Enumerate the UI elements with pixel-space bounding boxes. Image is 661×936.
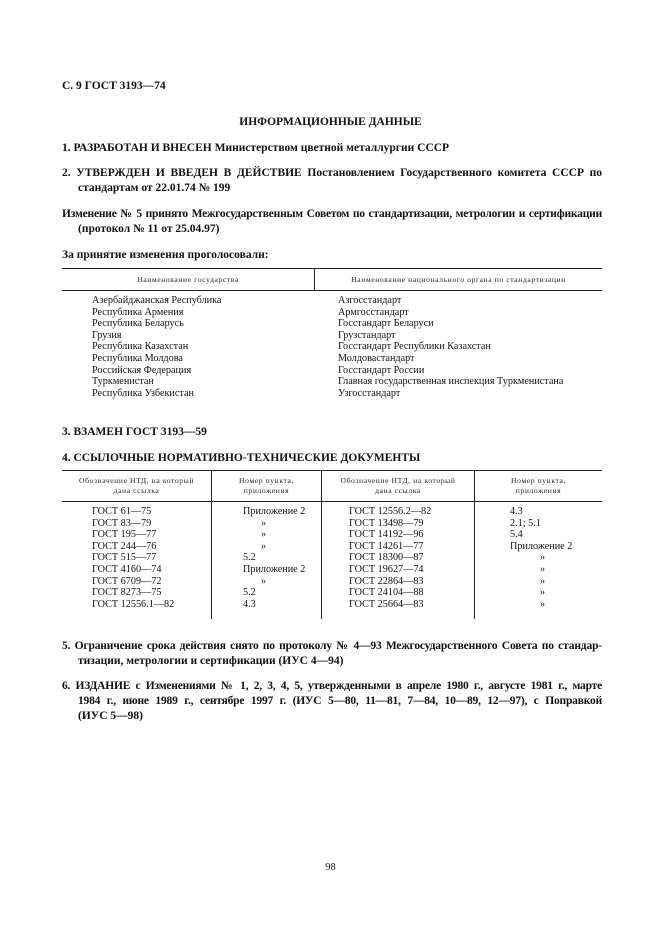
ref-header-item-line1: Номер пункта,: [238, 476, 294, 485]
ref-doc: ГОСТ 12556.1—82: [92, 598, 175, 610]
ref-item: Приложение 2: [510, 540, 573, 552]
ref-doc: ГОСТ 195—77: [92, 529, 157, 541]
ref-doc: ГОСТ 4160—74: [92, 563, 162, 575]
standards-body: Госстандарт Беларуси: [338, 318, 434, 330]
ref-item: 4.3: [243, 598, 256, 610]
ref-item: 5.4: [510, 529, 523, 541]
section-3: 3. ВЗАМЕН ГОСТ 3193—59: [62, 426, 207, 438]
ref-header-doc-left: [62, 476, 211, 496]
standards-body: Главная государственная инспекция Туркменистана: [338, 376, 564, 388]
ref-item: »: [540, 575, 546, 587]
section-6-line3: (ИУС 5—98): [78, 710, 143, 722]
ref-doc: ГОСТ 22864—83: [349, 575, 424, 587]
section-4: 4. ССЫЛОЧНЫЕ НОРМАТИВНО-ТЕХНИЧЕСКИЕ ДОКУМЕНТЫ: [62, 452, 421, 464]
standards-body: Армгосстандарт: [338, 306, 409, 318]
ref-left-docs: [92, 506, 174, 610]
voted-heading: За принятие изменения проголосовали:: [62, 249, 269, 261]
ref-item: Приложение 2: [243, 563, 306, 575]
ref-header-item-line2: приложения: [243, 486, 290, 495]
ref-item: »: [540, 563, 546, 575]
ref-table-header-rule: [62, 501, 602, 502]
section-6-line2: 1984 г., июне 1989 г., сентябре 1997 г. (ИУС 5—80, 11—81, 7—84, 10—89, 12—97), с Поправкой: [78, 695, 602, 707]
state-name: Республика Казахстан: [92, 341, 189, 353]
state-name: Республика Армения: [92, 306, 184, 318]
ref-header-doc-line1: Обозначение НТД, на который: [79, 476, 194, 485]
ref-item: 5.2: [243, 587, 256, 599]
ref-header-item-left: [212, 476, 321, 496]
state-name: Грузия: [92, 329, 122, 341]
ref-doc: ГОСТ 244—76: [92, 540, 157, 552]
ref-table-top-rule: [62, 470, 602, 471]
standards-body: Госстандарт Республики Казахстан: [338, 341, 491, 353]
ref-header-doc-line1: Обозначение НТД, на который: [340, 476, 456, 485]
ref-item: Приложение 2: [243, 506, 306, 517]
ref-header-item-line2: приложения: [515, 486, 562, 495]
ref-doc: ГОСТ 83—79: [92, 517, 152, 529]
ref-item: »: [261, 529, 267, 541]
bodies-list: [338, 295, 563, 399]
ref-header-item-right: [475, 476, 602, 496]
ref-item: »: [540, 598, 546, 610]
states-table-top-rule: [62, 268, 602, 269]
section-5-line2: тизации, метрологии и сертификации (ИУС 4—94): [78, 655, 344, 667]
states-header-body: Наименование национального органа по стандартизации: [351, 275, 566, 284]
ref-right-docs: [349, 506, 431, 610]
page-number: 98: [325, 862, 336, 873]
state-name: Республика Узбекистан: [92, 387, 194, 399]
standards-body: Молдовастандарт: [338, 352, 415, 364]
ref-doc: ГОСТ 14192—96: [349, 529, 424, 541]
ref-doc: ГОСТ 19627—74: [349, 563, 424, 575]
ref-item: »: [261, 517, 267, 529]
ref-doc: ГОСТ 6709—72: [92, 575, 162, 587]
state-name: Туркменистан: [92, 376, 154, 388]
states-header-state: Наименование государства: [137, 275, 239, 284]
states-list: [92, 295, 221, 399]
ref-item: 5.2: [243, 552, 256, 564]
ref-doc: ГОСТ 12556.2—82: [349, 506, 432, 517]
section-2-line1: 2. УТВЕРЖДЕН И ВВЕДЕН В ДЕЙСТВИЕ Постановлением Государственного комитета СССР по: [62, 167, 602, 179]
ref-item: »: [261, 540, 267, 552]
section-6-line1: 6. ИЗДАНИЕ с Изменениями № 1, 2, 3, 4, 5, утвержденными в апреле 1980 г., августе 1981 г., марте: [62, 680, 602, 692]
change-note-line2: (протокол № 11 от 25.04.97): [78, 223, 220, 235]
ref-item: »: [261, 575, 267, 587]
standards-body: Азгосстандарт: [338, 295, 402, 306]
state-name: Российская Федерация: [92, 364, 192, 376]
section-2-line2: стандартам от 22.01.74 № 199: [78, 182, 231, 194]
state-name: Азербайджанская Республика: [92, 295, 222, 306]
ref-header-item-line1: Номер пункта,: [510, 476, 566, 485]
state-name: Республика Беларусь: [92, 318, 184, 330]
page-header: С. 9 ГОСТ 3193—74: [62, 80, 166, 92]
state-name: Республика Молдова: [92, 352, 183, 364]
ref-doc: ГОСТ 14261—77: [349, 540, 424, 552]
ref-doc: ГОСТ 515—77: [92, 552, 157, 564]
standards-body: Узгосстандарт: [338, 387, 401, 399]
ref-header-doc-line2: дана ссылка: [375, 486, 421, 495]
standards-body: Госстандарт России: [338, 364, 425, 376]
ref-header-doc-line2: дана ссылка: [113, 486, 160, 495]
ref-item: 4.3: [510, 506, 523, 517]
ref-doc: ГОСТ 61—75: [92, 506, 152, 517]
ref-item: 2.1; 5.1: [510, 517, 541, 529]
standards-body: Грузстандарт: [338, 329, 396, 341]
ref-item: »: [540, 587, 546, 599]
page-title: ИНФОРМАЦИОННЫЕ ДАННЫЕ: [239, 116, 422, 128]
section-1: 1. РАЗРАБОТАН И ВНЕСЕН Министерством цветной металлургии СССР: [62, 142, 450, 154]
ref-item: »: [540, 552, 546, 564]
ref-doc: ГОСТ 8273—75: [92, 587, 162, 599]
ref-doc: ГОСТ 18300—87: [349, 552, 424, 564]
states-table-header-rule: [62, 290, 602, 291]
ref-header-doc-right: [322, 476, 474, 496]
ref-left-items: [243, 506, 315, 610]
ref-doc: ГОСТ 24104—88: [349, 587, 424, 599]
change-note-line1: Изменение № 5 принято Межгосударственным Советом по стандартизации, метрологии и сертификации: [62, 208, 602, 220]
section-5-line1: 5. Ограничение срока действия снято по протоколу № 4—93 Межгосударственного Совета по стандар-: [62, 640, 602, 652]
ref-doc: ГОСТ 13498—79: [349, 517, 424, 529]
ref-right-items: [510, 506, 590, 610]
ref-doc: ГОСТ 25664—83: [349, 598, 424, 610]
